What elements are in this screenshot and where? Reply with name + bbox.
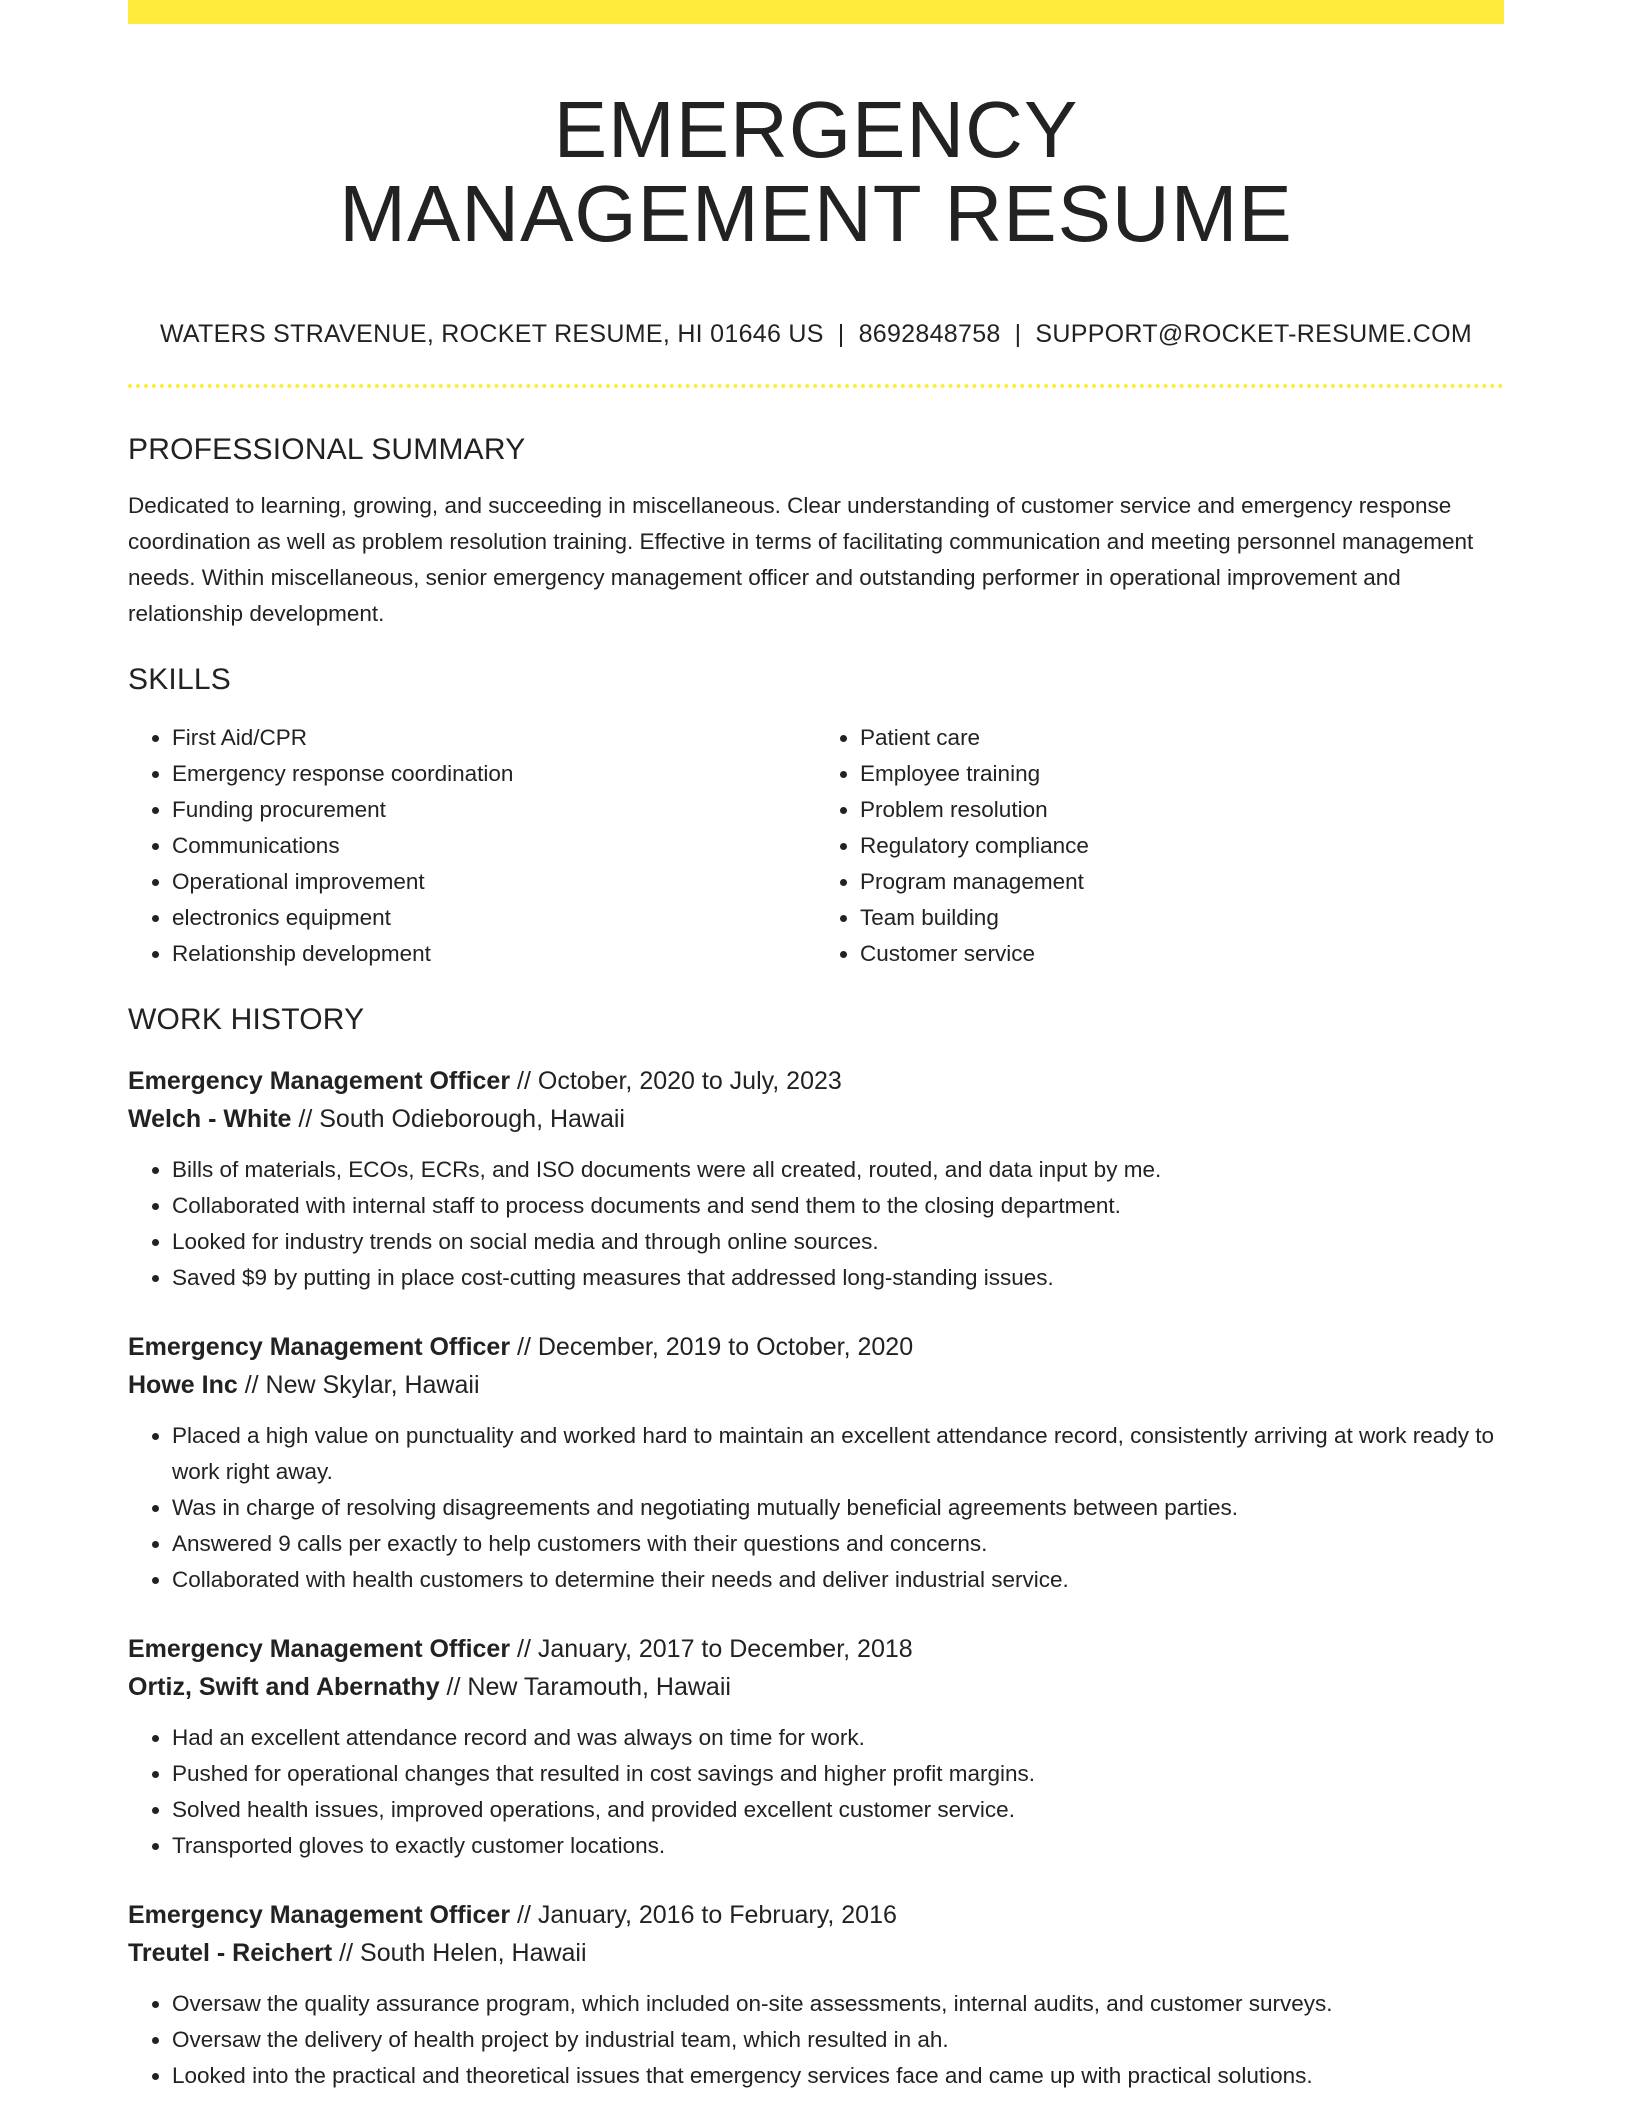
dotted-divider [128, 384, 1504, 388]
job-bullet: • Had an excellent attendance record and was always on time for work. [172, 1720, 1504, 1756]
job-bullet: • Bills of materials, ECOs, ECRs, and ISO documents were all created, routed, and data input by me. [172, 1152, 1504, 1188]
job-entry [128, 1062, 1504, 1296]
job-company: Treutel - Reichert [128, 1939, 333, 1967]
skills-left-column [128, 720, 816, 972]
job-bullet: • Collaborated with internal staff to process documents and send them to the closing department. [172, 1188, 1504, 1224]
contact-address: WATERS STRAVENUE, ROCKET RESUME, HI 01646 US [159, 320, 824, 348]
skill-item: • Program management [860, 864, 1504, 900]
job-title: Emergency Management Officer [128, 1635, 511, 1663]
work-history-heading: WORK HISTORY [128, 1003, 365, 1036]
job-bullets [128, 1418, 1504, 1598]
job-dates: January, 2016 to February, 2016 [537, 1901, 897, 1929]
job-company-line [128, 1366, 1504, 1404]
job-company-line [128, 1934, 1504, 1972]
job-title: Emergency Management Officer [128, 1067, 511, 1095]
contact-phone: 8692848758 [858, 320, 1001, 348]
job-bullet: • Oversaw the delivery of health project by industrial team, which resulted in ah. [172, 2022, 1504, 2058]
job-company: Ortiz, Swift and Abernathy [128, 1673, 440, 1701]
skill-item: • Operational improvement [172, 864, 816, 900]
skills-grid [128, 720, 1504, 972]
resume-title [128, 85, 1504, 258]
job-dates: December, 2019 to October, 2020 [537, 1333, 914, 1361]
job-company-line [128, 1100, 1504, 1138]
job-location: New Skylar, Hawaii [265, 1371, 480, 1399]
job-dates: October, 2020 to July, 2023 [537, 1067, 842, 1095]
job-separator: // [510, 1333, 538, 1361]
job-bullet: • Transported gloves to exactly customer locations. [172, 1828, 1504, 1864]
title-line-2: MANAGEMENT RESUME [339, 169, 1293, 258]
job-dates: January, 2017 to December, 2018 [537, 1635, 913, 1663]
title-line-1: EMERGENCY [553, 85, 1079, 174]
job-company: Howe Inc [128, 1371, 238, 1399]
skill-item: • electronics equipment [172, 900, 816, 936]
skill-item: • Customer service [860, 936, 1504, 972]
job-bullet: • Pushed for operational changes that resulted in cost savings and higher profit margins. [172, 1756, 1504, 1792]
job-title: Emergency Management Officer [128, 1901, 511, 1929]
skills-right-column [816, 720, 1504, 972]
job-bullet: • Collaborated with health customers to determine their needs and deliver industrial service. [172, 1562, 1504, 1598]
job-separator: // [510, 1635, 538, 1663]
job-separator: // [510, 1901, 538, 1929]
job-title: Emergency Management Officer [128, 1333, 511, 1361]
job-title-line [128, 1328, 1504, 1366]
job-entry [128, 1896, 1504, 2094]
job-company: Welch - White [128, 1105, 292, 1133]
skill-item: • Relationship development [172, 936, 816, 972]
skill-item: • Team building [860, 900, 1504, 936]
skill-item: • Communications [172, 828, 816, 864]
job-bullet: • Was in charge of resolving disagreements and negotiating mutually beneficial agreements between parties. [172, 1490, 1504, 1526]
job-title-line [128, 1896, 1504, 1934]
skill-item: • Emergency response coordination [172, 756, 816, 792]
contact-email: SUPPORT@ROCKET-RESUME.COM [1035, 320, 1473, 348]
job-location: New Taramouth, Hawaii [467, 1673, 731, 1701]
job-bullet: • Saved $9 by putting in place cost-cutting measures that addressed long-standing issues. [172, 1260, 1504, 1296]
job-separator: // [332, 1939, 361, 1967]
contact-line [128, 318, 1504, 350]
job-bullets [128, 1986, 1504, 2094]
contact-separator: | [837, 320, 845, 348]
summary-text: Dedicated to learning, growing, and succeeding in miscellaneous. Clear understanding of customer service and emergency response coordination as well as problem resolution training. Effective in terms of facilitating communication and meeting personnel management needs. Within miscellaneous, senior emergency management officer and outstanding performer in operational improvement and relationship development. [128, 493, 1474, 626]
job-separator: // [439, 1673, 468, 1701]
job-bullet: • Looked for industry trends on social media and through online sources. [172, 1224, 1504, 1260]
work-history-list [128, 1062, 1504, 2094]
job-location: South Helen, Hawaii [360, 1939, 587, 1967]
job-separator: // [237, 1371, 266, 1399]
skill-item: • Employee training [860, 756, 1504, 792]
job-title-line [128, 1630, 1504, 1668]
skill-item: • First Aid/CPR [172, 720, 816, 756]
job-title-line [128, 1062, 1504, 1100]
job-bullets [128, 1720, 1504, 1864]
skills-heading: SKILLS [128, 663, 231, 696]
skill-item: • Funding procurement [172, 792, 816, 828]
skill-item: • Regulatory compliance [860, 828, 1504, 864]
job-separator: // [291, 1105, 320, 1133]
job-location: South Odieborough, Hawaii [319, 1105, 625, 1133]
resume-page [128, 0, 1504, 2094]
skill-item: • Patient care [860, 720, 1504, 756]
job-bullet: • Solved health issues, improved operations, and provided excellent customer service. [172, 1792, 1504, 1828]
contact-separator: | [1014, 320, 1022, 348]
job-company-line [128, 1668, 1504, 1706]
job-bullet: • Oversaw the quality assurance program, which included on-site assessments, internal audits, and customer surveys. [172, 1986, 1504, 2022]
summary-heading: PROFESSIONAL SUMMARY [128, 433, 526, 466]
job-bullet: • Looked into the practical and theoretical issues that emergency services face and came up with practical solutions. [172, 2058, 1504, 2094]
skill-item: • Problem resolution [860, 792, 1504, 828]
job-entry [128, 1630, 1504, 1864]
job-separator: // [510, 1067, 538, 1095]
job-bullet: • Answered 9 calls per exactly to help customers with their questions and concerns. [172, 1526, 1504, 1562]
job-bullet: • Placed a high value on punctuality and worked hard to maintain an excellent attendance record, consistently arriving at work ready to work right away. [172, 1418, 1504, 1490]
top-accent-bar [128, 0, 1504, 24]
job-bullets [128, 1152, 1504, 1296]
job-entry [128, 1328, 1504, 1598]
